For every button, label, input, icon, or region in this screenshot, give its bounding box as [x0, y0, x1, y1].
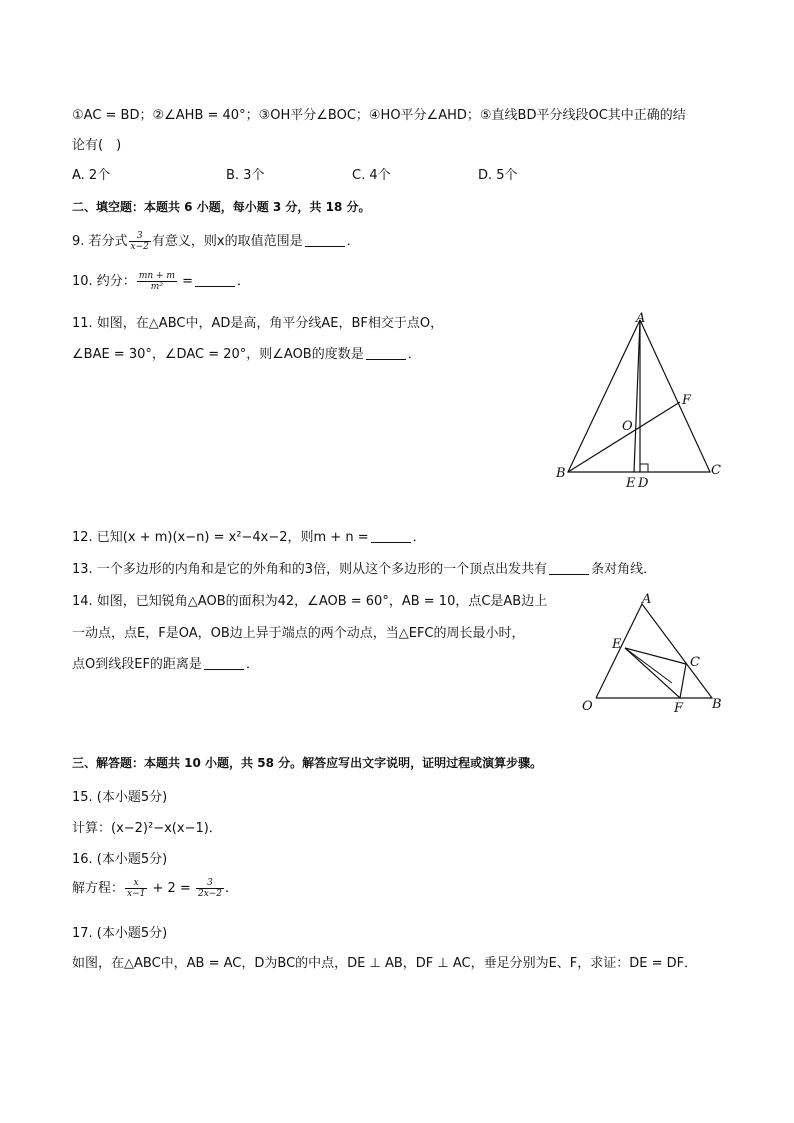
q14-triangle-efc: [625, 648, 686, 698]
q9: 9. 若分式 $\frac{3}{x-2}$ 有意义，则x的取值范围是 ．: [72, 231, 360, 252]
q10: 10. 约分： $\frac{mn + m}{\text{m²}}$ = ．: [72, 271, 251, 292]
q12-answer-blank[interactable]: [371, 530, 411, 543]
q14-label-b: B: [712, 697, 722, 712]
q8-option-d: D. 5个: [478, 168, 518, 183]
q10-prefix: 10. 约分：: [72, 274, 136, 289]
q10-answer-blank[interactable]: [195, 274, 235, 287]
q11-triangle-figure: [548, 306, 728, 490]
q11-line1: 11. 如图，在△ABC中，AD是高，角平分线AE，BF相交于点O，: [72, 316, 444, 331]
q14-answer-blank[interactable]: [204, 657, 244, 670]
q11-label-a: A: [636, 311, 646, 326]
q16-fraction-left: $\frac{x}{x-1}$: [127, 878, 146, 899]
q13-answer-blank[interactable]: [549, 562, 589, 575]
q11-segment-ae: [634, 320, 640, 472]
q13: 13. 一个多边形的内角和是它的外角和的3倍，则从这个多边形的一个顶点出发共有 条对角线．: [72, 562, 657, 577]
q14-label-e: E: [612, 637, 622, 652]
q16-title: 16. (本小题5分): [72, 852, 168, 867]
q8-line1: ①AC = BD；②∠AHB = 40°；③OH平分∠BOC；④HO平分∠AHD；⑤直线BD平分线段OC其中正确的结: [72, 108, 686, 123]
section3-heading: 三、解答题：本题共 10 小题，共 58 分。解答应写出文字说明，证明过程或演算步骤。: [72, 756, 543, 770]
q8-option-a: A. 2个: [72, 168, 111, 183]
q16-fraction-right: $\frac{3}{2x-2}$: [197, 878, 223, 899]
q8-line2: 论有( ): [72, 138, 122, 153]
q14-label-f: F: [674, 701, 684, 716]
q9-prefix: 9. 若分式: [72, 234, 128, 249]
q12: 12. 已知(x + m)(x−n) = x²−4x−2，则m + n = ．: [72, 530, 426, 545]
q17-text: 如图，在△ABC中，AB = AC，D为BC的中点，DE ⊥ AB，DF ⊥ AC，垂足分别为E、F，求证：DE = DF．: [72, 956, 698, 971]
q15-title: 15. (本小题5分): [72, 790, 168, 805]
q11-label-c: C: [711, 463, 721, 478]
q17-title: 17. (本小题5分): [72, 926, 168, 941]
q14-helper-line: [625, 648, 672, 683]
q14-label-o: O: [582, 699, 593, 714]
q9-suffix: 有意义，则x的取值范围是: [151, 234, 303, 249]
q11-label-o: O: [622, 419, 633, 434]
q15-text: 计算：(x−2)²−x(x−1)．: [72, 821, 222, 836]
q9-answer-blank[interactable]: [305, 234, 345, 247]
section2-heading: 二、填空题：本题共 6 小题，每小题 3 分，共 18 分。: [72, 200, 371, 214]
q9-fraction: $\frac{3}{x-2}$: [130, 231, 149, 252]
q11-label-f: F: [682, 393, 692, 408]
q16-equation: 解方程： $\frac{x}{x-1}$ + 2 = $\frac{3}{2x-2}$ .: [72, 878, 230, 899]
q14-label-c: C: [690, 655, 700, 670]
q11-right-angle-mark: [640, 464, 648, 472]
q10-fraction: $\frac{mn + m}{\text{m²}}$: [138, 271, 175, 292]
q14-line2: 一动点，点E，F是OA，OB边上异于端点的两个动点，当△EFC的周长最小时，: [72, 626, 525, 641]
q8-option-c: C. 4个: [352, 168, 391, 183]
q11-label-d: D: [638, 476, 649, 490]
q11-label-b: B: [556, 466, 566, 481]
q14-triangle-figure: [574, 588, 734, 718]
q11-label-e: E: [626, 476, 636, 490]
q14-line1: 14. 如图，已知锐角△AOB的面积为42，∠AOB = 60°，AB = 10，点C是AB边上: [72, 594, 548, 609]
q11-line2: ∠BAE = 30°，∠DAC = 20°，则∠AOB的度数是 ．: [72, 347, 421, 362]
q14-line3: 点O到线段EF的距离是 ．: [72, 657, 259, 672]
q11-answer-blank[interactable]: [366, 347, 406, 360]
q8-option-b: B. 3个: [226, 168, 265, 183]
q14-label-a: A: [642, 592, 652, 607]
